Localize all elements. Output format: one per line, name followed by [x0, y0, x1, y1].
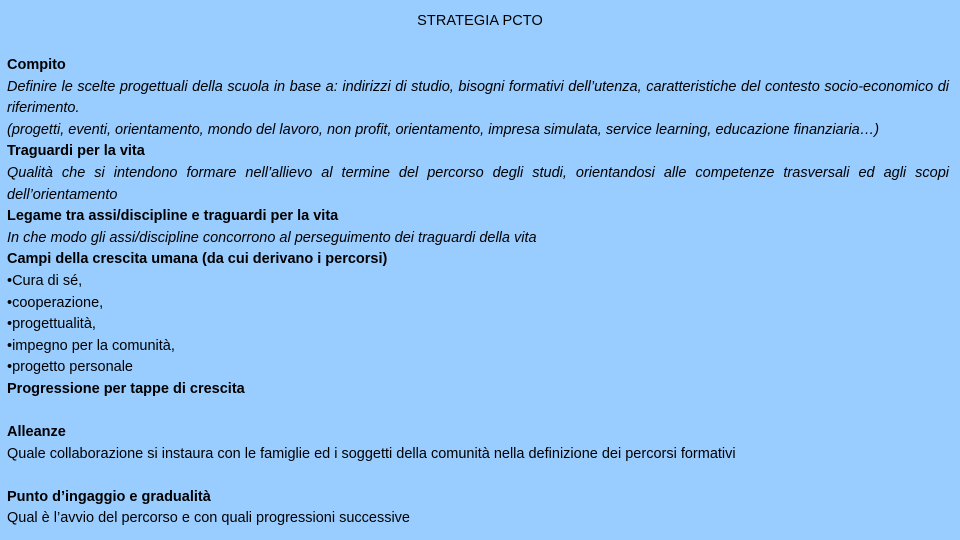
campi-item-impegno: •impegno per la comunità, [7, 337, 175, 354]
slide-content [7, 55, 949, 530]
alleanze-heading: Alleanze [7, 424, 66, 441]
slide-title: STRATEGIA PCTO [417, 13, 543, 29]
compito-text: Definire le scelte progettuali della scuola in base a: indirizzi di studio, bisogni formativi dell’utenza, caratteristiche del contesto socio-economico di riferimento. [7, 78, 949, 117]
alleanze-text: Quale collaborazione si instaura con le famiglie ed i soggetti della comunità nella definizione dei percorsi formativi [7, 445, 736, 462]
legame-heading: Legame tra assi/discipline e traguardi per la vita [7, 208, 339, 225]
punto-heading: Punto d’ingaggio e gradualità [7, 488, 211, 505]
campi-item-progettualita: •progettualità, [7, 316, 96, 333]
punto-text: Qual è l’avvio del percorso e con quali progressioni successive [7, 510, 410, 527]
campi-item-cooperazione: •cooperazione, [7, 294, 104, 311]
spacer [7, 465, 949, 487]
campi-item-cura: •Cura di sé, [7, 272, 83, 289]
campi-item-progetto: •progetto personale [7, 359, 133, 376]
progressione-heading: Progressione per tappe di crescita [7, 380, 245, 397]
legame-text: In che modo gli assi/discipline concorrono al perseguimento dei traguardi della vita [7, 229, 537, 246]
campi-heading: Campi della crescita umana (da cui derivano i percorsi) [7, 251, 388, 268]
compito-heading: Compito [7, 57, 66, 73]
traguardi-text: Qualità che si intendono formare nell’allievo al termine del percorso degli studi, orientandosi alle competenze trasversali ed agli scopi dell’orientamento [7, 164, 949, 203]
spacer [7, 401, 949, 423]
compito-examples: (progetti, eventi, orientamento, mondo del lavoro, non profit, orientamento, impresa simulata, service learning, educazione finanziaria…) [7, 121, 880, 138]
traguardi-heading: Traguardi per la vita [7, 143, 145, 160]
